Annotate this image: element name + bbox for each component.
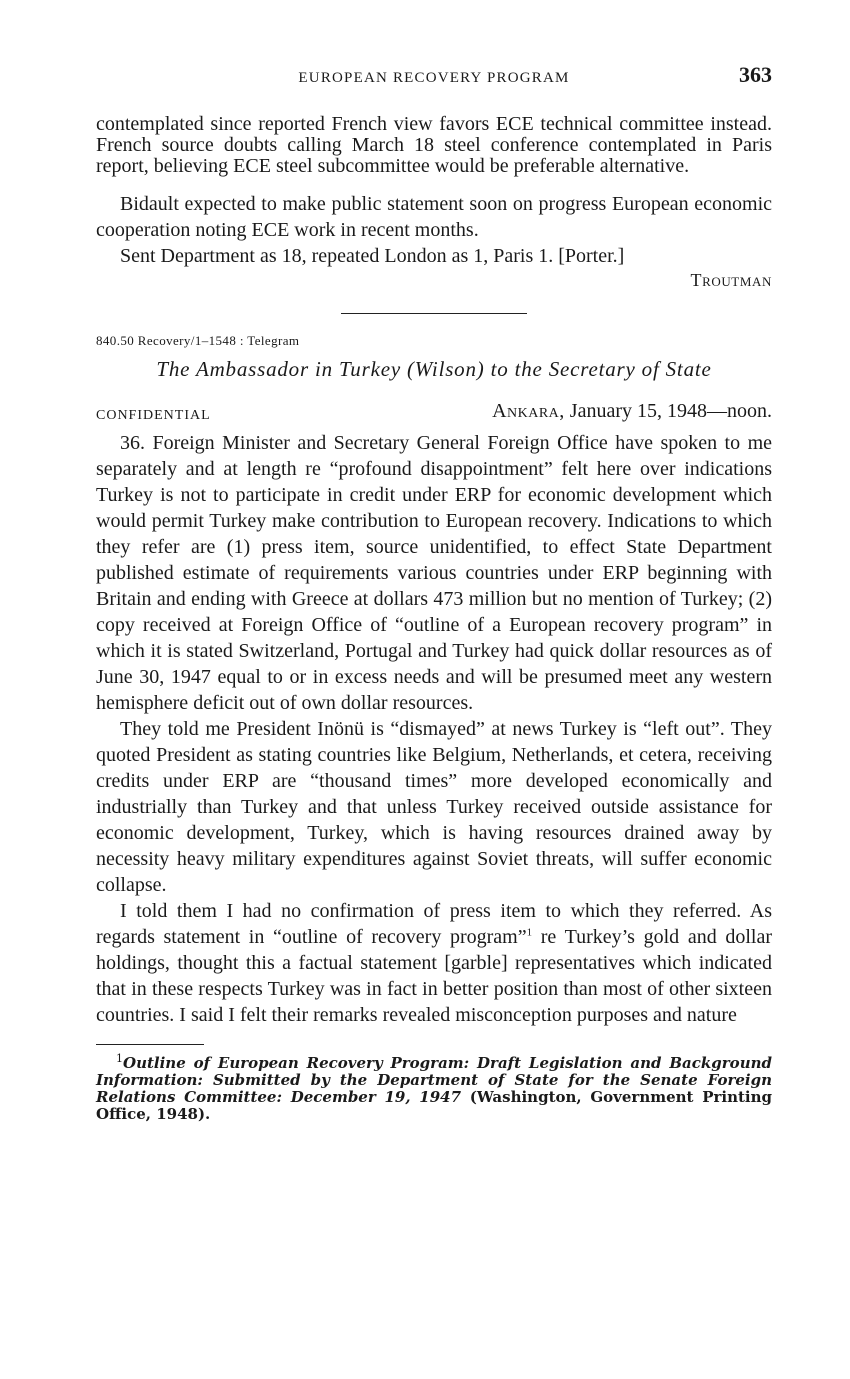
file-reference: 840.50 Recovery/1–1548 : Telegram <box>96 333 300 348</box>
footnote-reference-mark[interactable]: 1 <box>526 926 533 939</box>
paragraph-sent-department: Sent Department as 18, repeated London as 1, Paris 1. [Porter.] <box>120 245 625 267</box>
body-paragraph-3-start: I told them I had no confirmation of press item to which they referred. As regards statement in “outline of recovery program” <box>96 900 772 948</box>
paragraph-bidault: Bidault expected to make public statement soon on progress European economic cooperation noting ECE work in recent months. <box>96 193 772 241</box>
classification-dateline-row <box>96 400 772 430</box>
footnote-rule <box>96 1044 204 1045</box>
heading-ambassador-name: Wilson <box>414 357 477 381</box>
heading-part-2: ) to the Secretary of State <box>476 357 712 381</box>
dateline <box>492 400 772 423</box>
classification-label: CONFIDENTIAL <box>96 408 211 423</box>
document-page <box>96 60 772 1123</box>
footnote-title: Outline of European Recovery Program: Draft Legislation and Background Information: Submitted by the Department of State for the Senate Foreign Relations Committee: December 19, 1947 <box>96 1054 772 1106</box>
page-number: 363 <box>739 62 772 87</box>
footnote-mark: 1 <box>116 1052 123 1065</box>
section-divider <box>341 313 527 314</box>
running-header <box>96 60 772 94</box>
dateline-place: Ankara, <box>492 400 565 422</box>
signature-troutman: Troutman <box>690 270 772 290</box>
body-paragraph-3 <box>96 898 772 1028</box>
document-heading <box>96 354 772 384</box>
continued-paragraph: contemplated since reported French view favors ECE technical committee instead. French source doubts calling March 18 steel conference contemplated in Paris report, believing ECE steel subcommittee would be preferable alternative. <box>96 113 772 177</box>
heading-part-1: The Ambassador in Turkey ( <box>156 357 415 381</box>
footnote-1 <box>96 1052 773 1123</box>
footnote-publication: (Washington, Government Printing Office, 1948). <box>96 1088 773 1123</box>
body-paragraph-2: They told me President Inönü is “dismayed” at news Turkey is “left out”. They quoted President as stating countries like Belgium, Netherlands, et cetera, receiving credits under ERP are “thousand times” more developed economically and industrially than Turkey and that unless Turkey received outside assistance for economic development, Turkey, which is having resources drained away by necessity heavy military expenditures against Soviet threats, will suffer economic collapse. <box>96 718 772 896</box>
running-header-title: EUROPEAN RECOVERY PROGRAM <box>298 70 570 86</box>
body-paragraph-1: 36. Foreign Minister and Secretary General Foreign Office have spoken to me separately and at length re “profound disappointment” felt here over indications Turkey is not to participate in credit under ERP for economic development which would permit Turkey make contribution to European recovery. Indications to which they refer are (1) press item, source unidentified, to effect State Department published estimate of requirements various countries under ERP beginning with Britain and ending with Greece at dollars 473 million but no mention of Turkey; (2) copy received at Foreign Office of “outline of a European recovery program” in which it is stated Switzerland, Portugal and Turkey had quick dollar resources as of June 30, 1947 equal to or in excess needs and will be presumed meet any western hemisphere deficit out of own dollar resources. <box>96 432 772 714</box>
dateline-date: January 15, 1948—noon. <box>569 400 772 422</box>
body-paragraph-3-end: re Turkey’s gold and dollar holdings, thought this a factual statement [garble] representatives which indicated that in these respects Turkey was in fact in better position than most of other sixteen countries. I said I felt their remarks revealed misconception purposes and nature <box>96 926 772 1026</box>
